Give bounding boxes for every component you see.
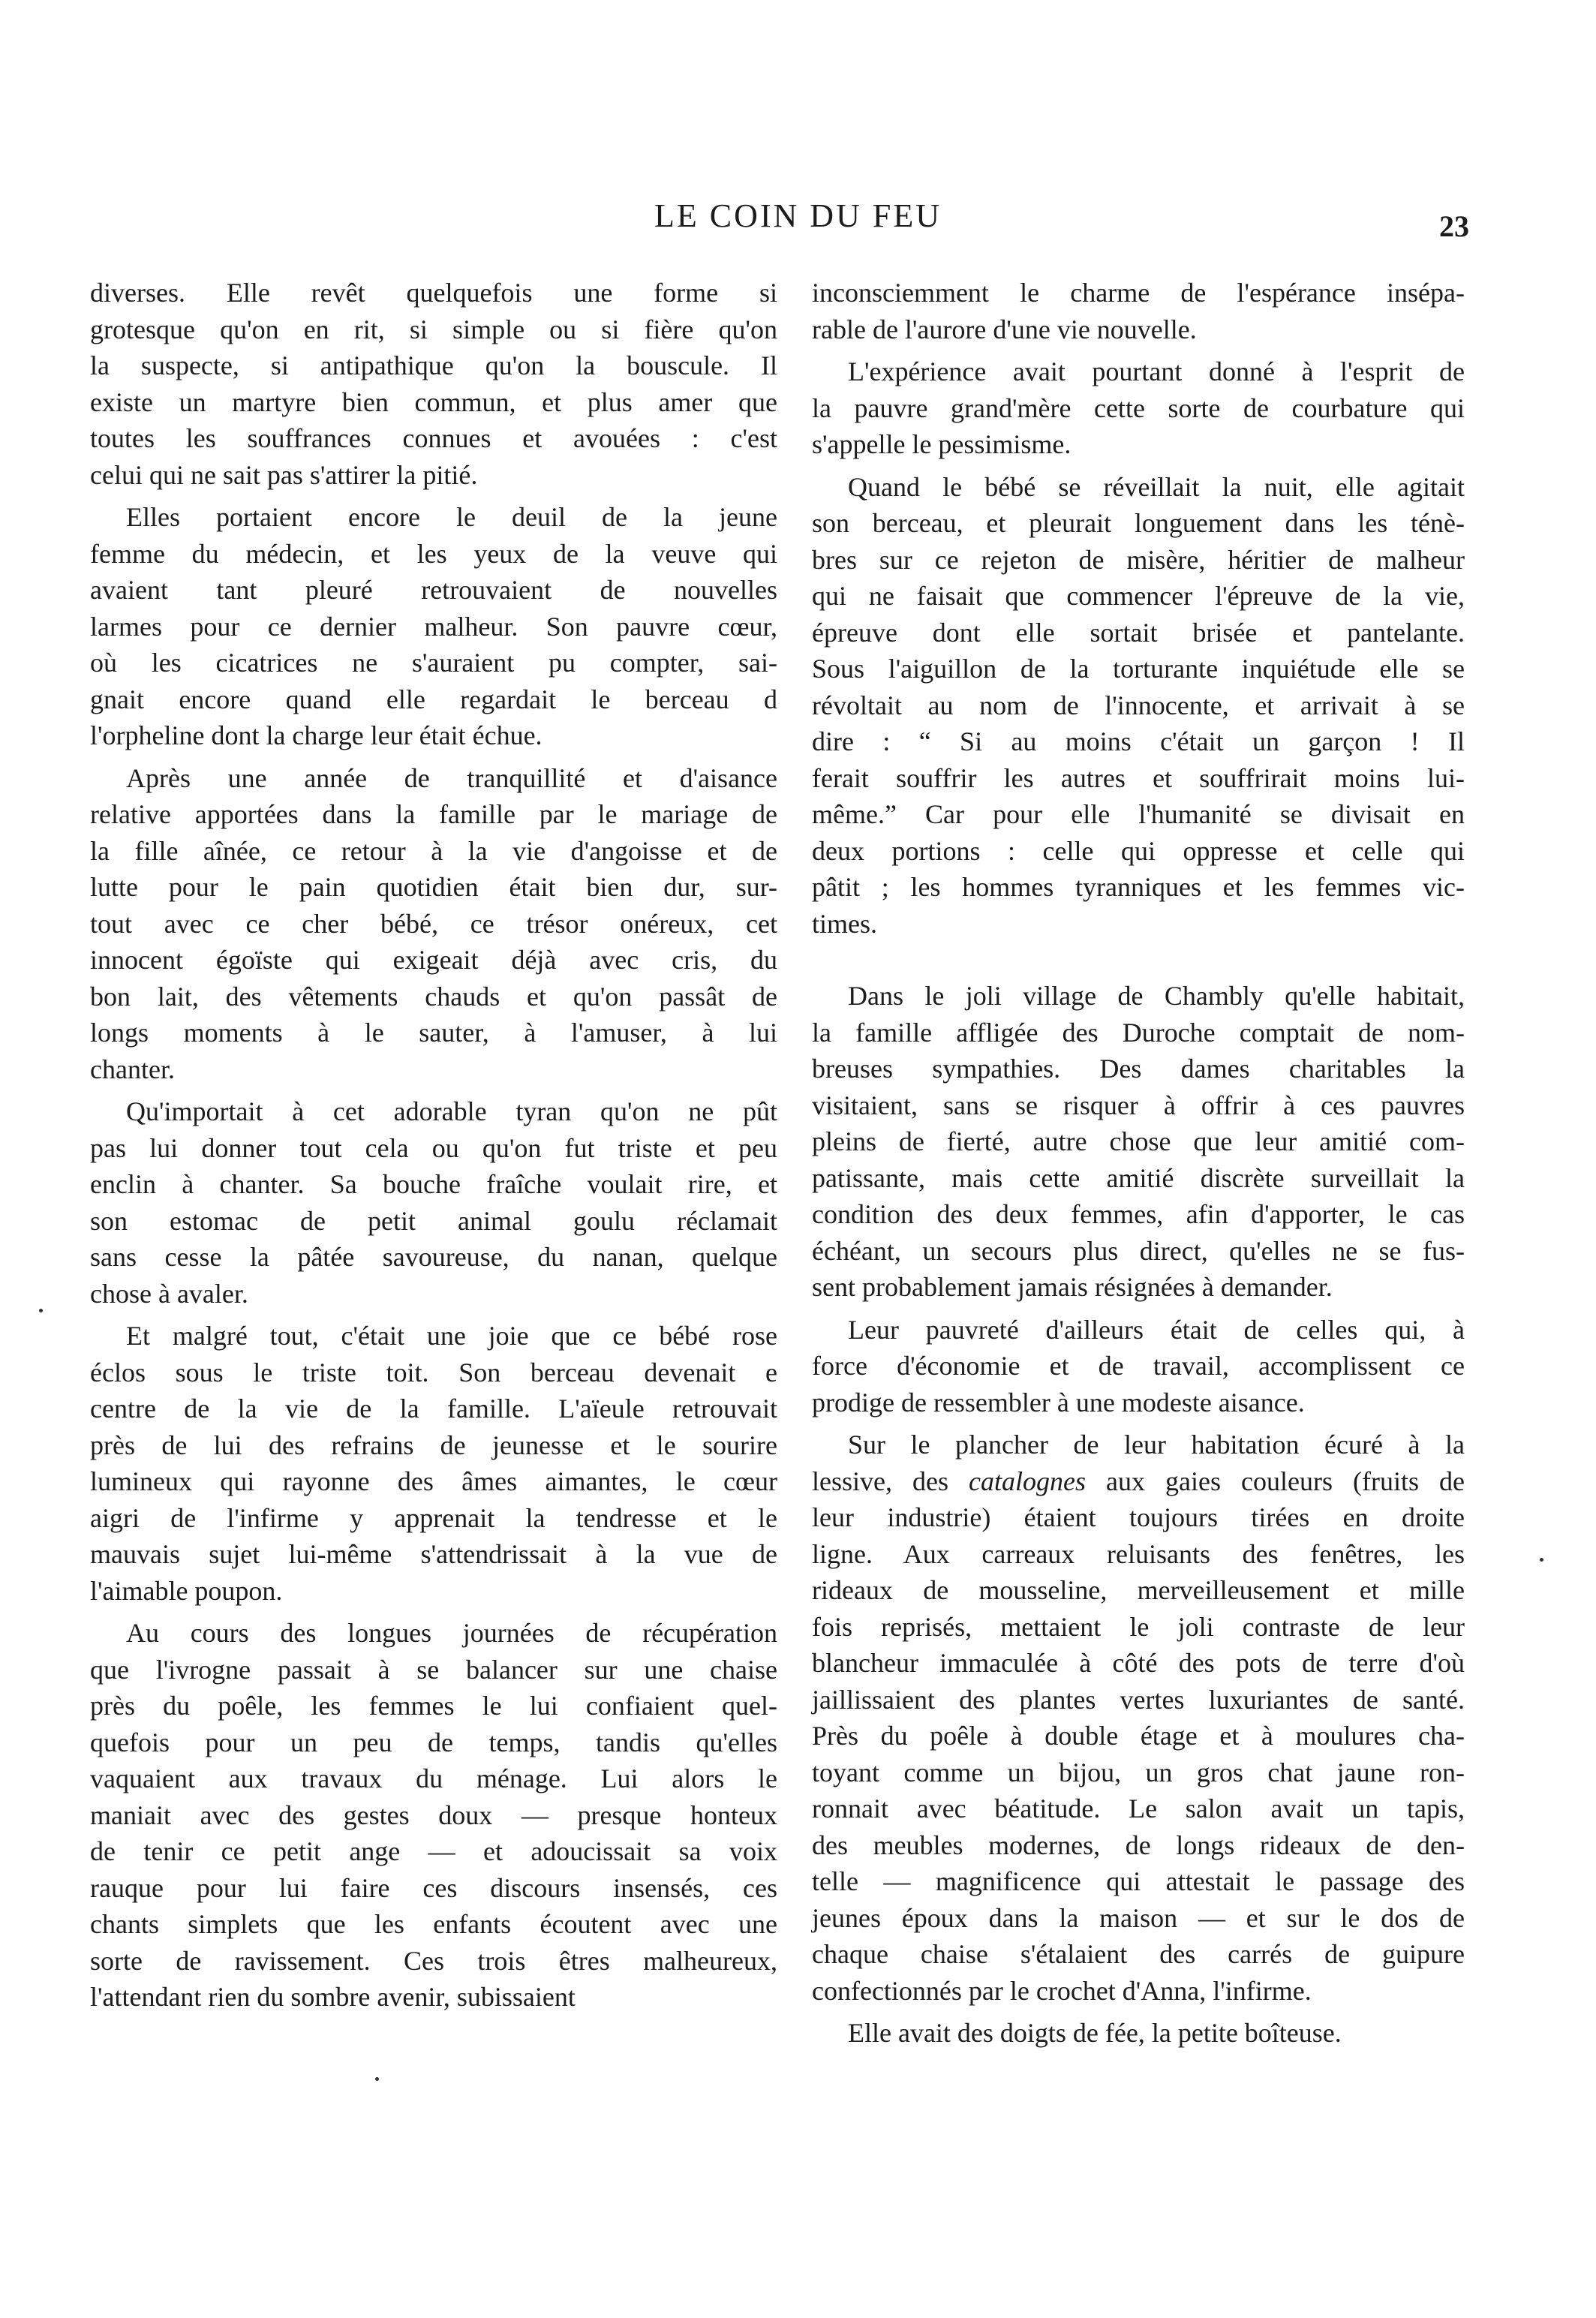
paragraph-gap <box>812 1306 1465 1312</box>
paragraph <box>90 760 777 1088</box>
text-line: vaquaient aux travaux du ménage. Lui alors le <box>90 1763 777 1793</box>
paragraph <box>90 1318 777 1609</box>
text-line: maniait avec des gestes doux — presque honteux <box>90 1799 777 1830</box>
text-line: l'attendant rien du sombre avenir, subissaient <box>90 1982 576 2012</box>
text-line: sent probablement jamais résignées à demander. <box>812 1272 1333 1302</box>
text-line: lumineux qui rayonne des âmes aimantes, le cœur <box>90 1466 777 1496</box>
paragraph-gap <box>812 347 1465 353</box>
text-line: Près du poêle à double étage et à moulures cha- <box>812 1721 1465 1751</box>
text-line: sans cesse la pâtée savoureuse, du nanan, quelque <box>90 1242 777 1272</box>
text-line: Quand le bébé se réveillait la nuit, elle agitait <box>848 471 1465 502</box>
text-line: grotesque qu'on en rit, si simple ou si fière qu'on <box>90 314 777 344</box>
text-line: la suspecte, si antipathique qu'on la bouscule. Il <box>90 350 777 380</box>
text-line: ferait souffrir les autres et souffrirait moins lui- <box>812 762 1465 793</box>
paragraph-gap <box>812 463 1465 469</box>
text-line: Qu'importait à cet adorable tyran qu'on ne pût <box>126 1096 777 1126</box>
left-column <box>90 275 777 2016</box>
text-line: près de lui des refrains de jeunesse et le sourire <box>90 1430 777 1460</box>
text-line: pâtit ; les hommes tyranniques et les femmes vic- <box>812 872 1465 902</box>
text-line: centre de la vie de la famille. L'aïeule retrouvait <box>90 1394 777 1424</box>
paragraph <box>812 978 1465 1306</box>
text-line: la fille aînée, ce retour à la vie d'angoisse et de <box>90 835 777 866</box>
text-line: bres sur ce rejeton de misère, héritier de malheur <box>812 544 1465 575</box>
text-line: longs moments à le sauter, à l'amuser, à lui <box>90 1018 777 1048</box>
text-line: Elles portaient encore le deuil de la jeune <box>126 502 777 532</box>
text-line: chanter. <box>90 1054 175 1084</box>
text-line: existe un martyre bien commun, et plus amer que <box>90 386 777 417</box>
text-line: l'orpheline dont la charge leur était échue. <box>90 720 543 750</box>
text-line: mauvais sujet lui-même s'attendrissait à la vue de <box>90 1539 777 1569</box>
paragraph-gap <box>90 754 777 760</box>
text-line: pas lui donner tout cela ou qu'on fut triste et peu <box>90 1132 777 1163</box>
text-line: l'aimable poupon. <box>90 1575 283 1606</box>
text-line: prodige de ressembler à une modeste aisance. <box>812 1387 1305 1418</box>
text-line: Après une année de tranquillité et d'aisance <box>126 762 777 793</box>
text-line: enclin à chanter. Sa bouche fraîche voulait rire, et <box>90 1169 777 1199</box>
paragraph-gap <box>90 1609 777 1615</box>
text-line: révoltait au nom de l'innocente, et arrivait à se <box>812 690 1465 720</box>
text-line: des meubles modernes, de longs rideaux de den- <box>812 1829 1465 1860</box>
paragraph-gap <box>812 1421 1465 1427</box>
text-line: toutes les souffrances connues et avouées : c'est <box>90 423 777 453</box>
text-line: rideaux de mousseline, merveilleusement et mille <box>812 1575 1465 1605</box>
paragraph <box>812 275 1465 347</box>
paragraph <box>812 1427 1465 2009</box>
text-line: dire : “ Si au moins c'était un garçon ! Il <box>812 726 1465 756</box>
paragraph <box>812 353 1465 463</box>
text-line: Leur pauvreté d'ailleurs était de celles qui, à <box>848 1314 1465 1345</box>
text-line: Sous l'aiguillon de la torturante inquiétude elle se <box>812 654 1465 684</box>
text-line: près du poêle, les femmes le lui confiaient quel- <box>90 1691 777 1721</box>
text-line: son berceau, et pleurait longuement dans les ténè- <box>812 508 1465 538</box>
text-line: la pauvre grand'mère cette sorte de courbature qui <box>812 392 1465 423</box>
text-line: force d'économie et de travail, accomplissent ce <box>812 1351 1465 1381</box>
text-line: échéant, un secours plus direct, qu'elles ne se fus- <box>812 1235 1465 1266</box>
text-line: femme du médecin, et les yeux de la veuve qui <box>90 538 777 569</box>
paragraph <box>812 469 1465 943</box>
text-line: chants simplets que les enfants écoutent avec une <box>90 1909 777 1939</box>
scan-speck <box>375 2077 379 2081</box>
text-line: pleins de fierté, autre chose que leur amitié com- <box>812 1126 1465 1156</box>
text-line: gnait encore quand elle regardait le berceau d <box>90 684 777 714</box>
text-line: toyant comme un bijou, un gros chat jaune ron- <box>812 1757 1465 1787</box>
text-line: que l'ivrogne passait à se balancer sur une chaise <box>90 1654 777 1685</box>
italic-word: catalognes <box>969 1466 1087 1496</box>
text-line: celui qui ne sait pas s'attirer la pitié. <box>90 459 478 490</box>
text-line: jaillissaient des plantes vertes luxuriantes de santé. <box>812 1684 1465 1715</box>
text-line: jeunes époux dans la maison — et sur le dos de <box>812 1902 1465 1933</box>
text-line: breuses sympathies. Des dames charitables la <box>812 1054 1465 1084</box>
paragraph-gap <box>90 493 777 499</box>
text-line: s'appelle le pessimisme. <box>812 429 1072 459</box>
text-line: patissante, mais cette amitié discrète surveillait la <box>812 1162 1465 1193</box>
text-line: éclos sous le triste toit. Son berceau devenait e <box>90 1357 777 1387</box>
text-line: Sur le plancher de leur habitation écuré à la <box>848 1430 1465 1460</box>
text-line: la famille affligée des Duroche comptait de nom- <box>812 1017 1465 1048</box>
text-line: inconsciemment le charme de l'espérance insépa- <box>812 278 1465 308</box>
paragraph <box>812 1312 1465 1421</box>
text-line: bon lait, des vêtements chauds et qu'on passât de <box>90 981 777 1012</box>
text-line: L'expérience avait pourtant donné à l'esprit de <box>848 356 1465 386</box>
text-line: leur industrie) étaient toujours tirées en droite <box>812 1502 1465 1532</box>
text-line: quefois pour un peu de temps, tandis qu'elles <box>90 1727 777 1757</box>
text-line: lessive, des catalognes aux gaies couleurs (fruits de <box>812 1466 1465 1496</box>
text-line: Au cours des longues journées de récupération <box>126 1618 777 1648</box>
paragraph <box>90 1615 777 2016</box>
paragraph-gap <box>812 2009 1465 2015</box>
text-line: qui ne faisait que commencer l'épreuve de la vie, <box>812 581 1465 611</box>
text-line: innocent égoïste qui exigeait déjà avec cris, du <box>90 945 777 975</box>
text-line: lutte pour le pain quotidien était bien dur, sur- <box>90 872 777 902</box>
section-break <box>812 942 1465 978</box>
text-line: chaque chaise s'étalaient des carrés de guipure <box>812 1939 1465 1969</box>
text-line: sorte de ravissement. Ces trois êtres malheureux, <box>90 1945 777 1976</box>
running-head: LE COIN DU FEU <box>654 197 942 234</box>
text-line: ligne. Aux carreaux reluisants des fenêtres, les <box>812 1538 1465 1569</box>
text-line: fois reprisés, mettaient le joli contraste de leur <box>812 1611 1465 1642</box>
text-line: épreuve dont elle sortait brisée et pantelante. <box>812 617 1465 648</box>
paragraph <box>90 1093 777 1312</box>
text-line: deux portions : celle qui oppresse et celle qui <box>812 835 1465 866</box>
text-line: avaient tant pleuré retrouvaient de nouvelles <box>90 575 777 605</box>
text-line: confectionnés par le crochet d'Anna, l'infirme. <box>812 1975 1312 2006</box>
text-line: ronnait avec béatitude. Le salon avait un tapis, <box>812 1793 1465 1823</box>
text-line: chose à avaler. <box>90 1278 248 1309</box>
paragraph-gap <box>90 1087 777 1093</box>
text-line: Elle avait des doigts de fée, la petite boîteuse. <box>848 2018 1342 2048</box>
paragraph <box>90 499 777 754</box>
text-line: larmes pour ce dernier malheur. Son pauvre cœur, <box>90 611 777 642</box>
text-line: times. <box>812 908 877 939</box>
page-number: 23 <box>1439 209 1469 243</box>
paragraph-gap <box>90 1312 777 1318</box>
scan-speck <box>1540 1558 1543 1562</box>
scan-speck <box>39 1309 43 1312</box>
right-column <box>812 275 1465 2052</box>
text-line: tout avec ce cher bébé, ce trésor onéreux, cet <box>90 908 777 939</box>
paragraph <box>90 275 777 493</box>
text-line: relative apportées dans la famille par le mariage de <box>90 799 777 829</box>
text-line: telle — magnificence qui attestait le passage des <box>812 1866 1465 1896</box>
paragraph <box>812 2015 1465 2052</box>
text-line: de tenir ce petit ange — et adoucissait sa voix <box>90 1836 777 1866</box>
text-line: Et malgré tout, c'était une joie que ce bébé rose <box>126 1321 777 1351</box>
text-line: diverses. Elle revêt quelquefois une forme si <box>90 278 777 308</box>
text-line: blancheur immaculée à côté des pots de terre d'où <box>812 1648 1465 1678</box>
text-line: même.” Car pour elle l'humanité se divisait en <box>812 799 1465 829</box>
text-line: son estomac de petit animal goulu réclamait <box>90 1205 777 1236</box>
text-line: aigri de l'infirme y apprenait la tendresse et le <box>90 1502 777 1533</box>
text-line: condition des deux femmes, afin d'apporter, le cas <box>812 1199 1465 1229</box>
text-line: rable de l'aurore d'une vie nouvelle. <box>812 314 1197 344</box>
text-line: visitaient, sans se risquer à offrir à ces pauvres <box>812 1090 1465 1120</box>
text-line: rauque pour lui faire ces discours insensés, ces <box>90 1872 777 1903</box>
text-line: où les cicatrices ne s'auraient pu compter, sai- <box>90 648 777 678</box>
text-line: Dans le joli village de Chambly qu'elle habitait, <box>848 981 1465 1011</box>
